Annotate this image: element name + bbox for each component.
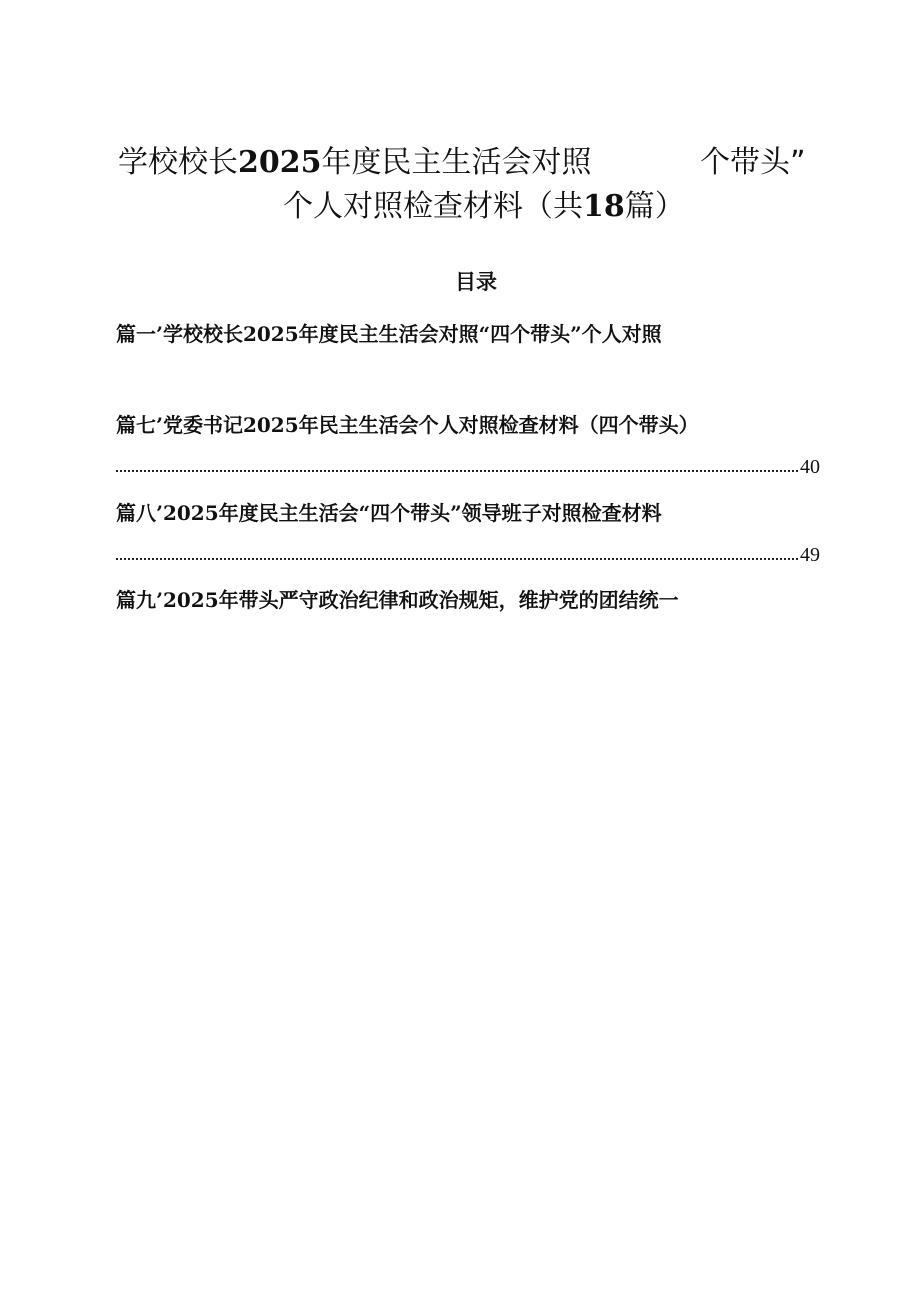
toc-entry[interactable]: 篇八’2025年度民主生活会“四个带头”领导班子对照检查材料 xyxy=(116,501,662,525)
title-text: 年度民主生活会对照 xyxy=(321,145,592,180)
title-count: 18 xyxy=(583,189,625,224)
title-text: 学校校长 xyxy=(118,145,238,180)
toc-page-number: 40 xyxy=(800,456,820,478)
toc-entry[interactable]: 篇九’2025年带头严守政治纪律和政治规矩，维护党的团结统一 xyxy=(116,588,679,612)
toc-heading: 目录 xyxy=(455,270,497,294)
leader-dots xyxy=(116,470,798,472)
document-title-line1-part2: 个带头” xyxy=(700,145,806,180)
document-title-line2 xyxy=(283,181,685,225)
toc-dot-leader xyxy=(116,541,820,565)
toc-dot-leader xyxy=(116,453,820,477)
toc-entry[interactable]: 篇七’党委书记2025年民主生活会个人对照检查材料（四个带头） xyxy=(116,413,699,437)
document-title-line1-part1 xyxy=(118,137,592,181)
toc-entry[interactable]: 篇一’学校校长2025年度民主生活会对照“四个带头”个人对照 xyxy=(116,322,662,346)
leader-dots xyxy=(116,558,798,560)
title-text: 个人对照检查材料（共 xyxy=(283,189,583,224)
title-text: 篇） xyxy=(624,189,685,224)
title-year: 2025 xyxy=(238,145,322,180)
toc-page-number: 49 xyxy=(800,544,820,566)
